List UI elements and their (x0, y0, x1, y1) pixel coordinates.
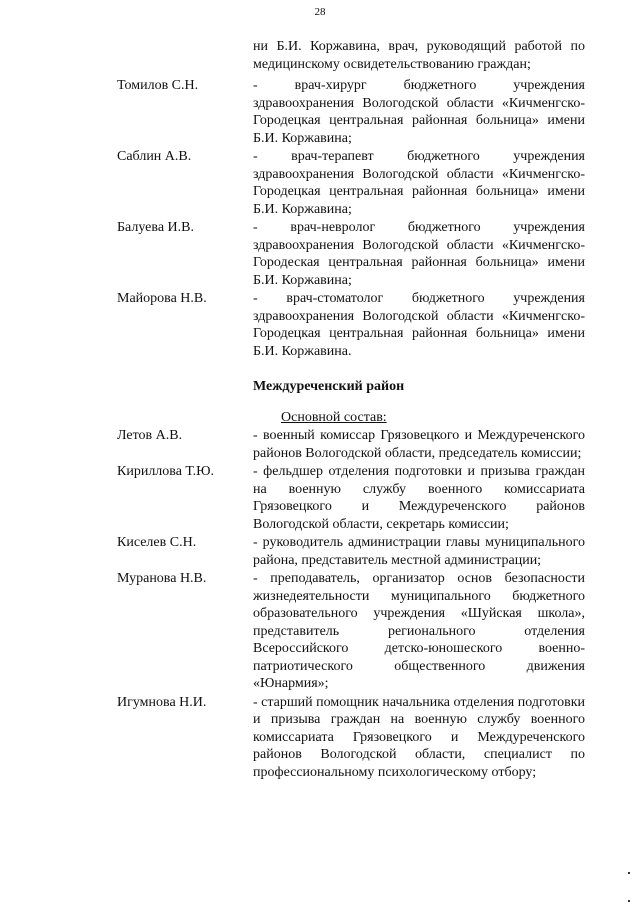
member-name: Балуева И.В. (117, 220, 194, 235)
member-row-tomilov (117, 77, 585, 147)
member-name: Кириллова Т.Ю. (117, 464, 214, 479)
member-row-kiselev (117, 534, 585, 569)
continuation-row (117, 38, 585, 73)
member-row-igumnova (117, 694, 585, 782)
member-role: - врач-невролог бюджетного учреждения здравоохранения Вологодской области «Кичменгско-Городеская центральная районная больница» имени Б.И. Коржавина; (253, 220, 585, 288)
scan-speck (628, 900, 630, 902)
member-role: - врач-хирург бюджетного учреждения здравоохранения Вологодской области «Кичменгско-Городецкая центральная районная больница» имени Б.И. Коржавина; (253, 78, 585, 146)
member-role: - врач-терапевт бюджетного учреждения здравоохранения Вологодской области «Кичменгско-Городецкая центральная районная больница» имени Б.И. Коржавина; (253, 149, 585, 217)
member-row-mayorova (117, 290, 585, 360)
member-name: Игумнова Н.И. (117, 694, 207, 710)
continuation-text: ни Б.И. Коржавина, врач, руководящий работой по медицинскому освидетельствованию граждан; (253, 39, 585, 72)
member-row-muranova (117, 570, 585, 693)
member-role: - преподаватель, организатор основ безопасности жизнедеятельности муниципального бюджетного образовательного учреждения «Шуйская школа», представитель регионального отделения Всероссийского детско-юношеского военно-патриотического общественного движения «Юнармия»; (253, 571, 585, 691)
member-name: Саблин А.В. (117, 149, 192, 164)
member-name: Майорова Н.В. (117, 291, 207, 306)
member-row-balueva (117, 219, 585, 289)
member-name: Летов А.В. (117, 428, 183, 443)
member-role: - фельдшер отделения подготовки и призыва граждан на военную службу военного комиссариата Грязовецкого и Междуреченского районов Вологодской области, секретарь комиссии; (253, 464, 585, 532)
member-row-kirillova (117, 463, 585, 533)
member-role: - руководитель администрации главы муниципального района, представитель местной администрации; (253, 535, 585, 568)
member-name: Томилов С.Н. (117, 78, 199, 93)
member-name: Киселев С.Н. (117, 535, 197, 550)
member-role: - военный комиссар Грязовецкого и Междуреченского районов Вологодской области, председатель комиссии; (253, 428, 585, 461)
member-name: Муранова Н.В. (117, 571, 207, 586)
member-row-sablin (117, 148, 585, 218)
page-number: 28 (314, 6, 326, 18)
member-role: - врач-стоматолог бюджетного учреждения здравоохранения Вологодской области «Кичменгско-Городецкая центральная районная больница» имени Б.И. Коржавина. (253, 291, 585, 359)
section-subtitle: Основной состав: (281, 409, 387, 425)
scan-speck (628, 872, 630, 874)
member-role: - старший помощник начальника отделения подготовки и призыва граждан на военную службу военного комиссариата Грязовецкого и Междуреченского районов Вологодской области, специалист по профессиональному психологическому отбору; (253, 694, 585, 780)
section-title: Междуреченский район (253, 379, 405, 394)
member-row-letov (117, 427, 585, 462)
document-body (117, 38, 585, 781)
